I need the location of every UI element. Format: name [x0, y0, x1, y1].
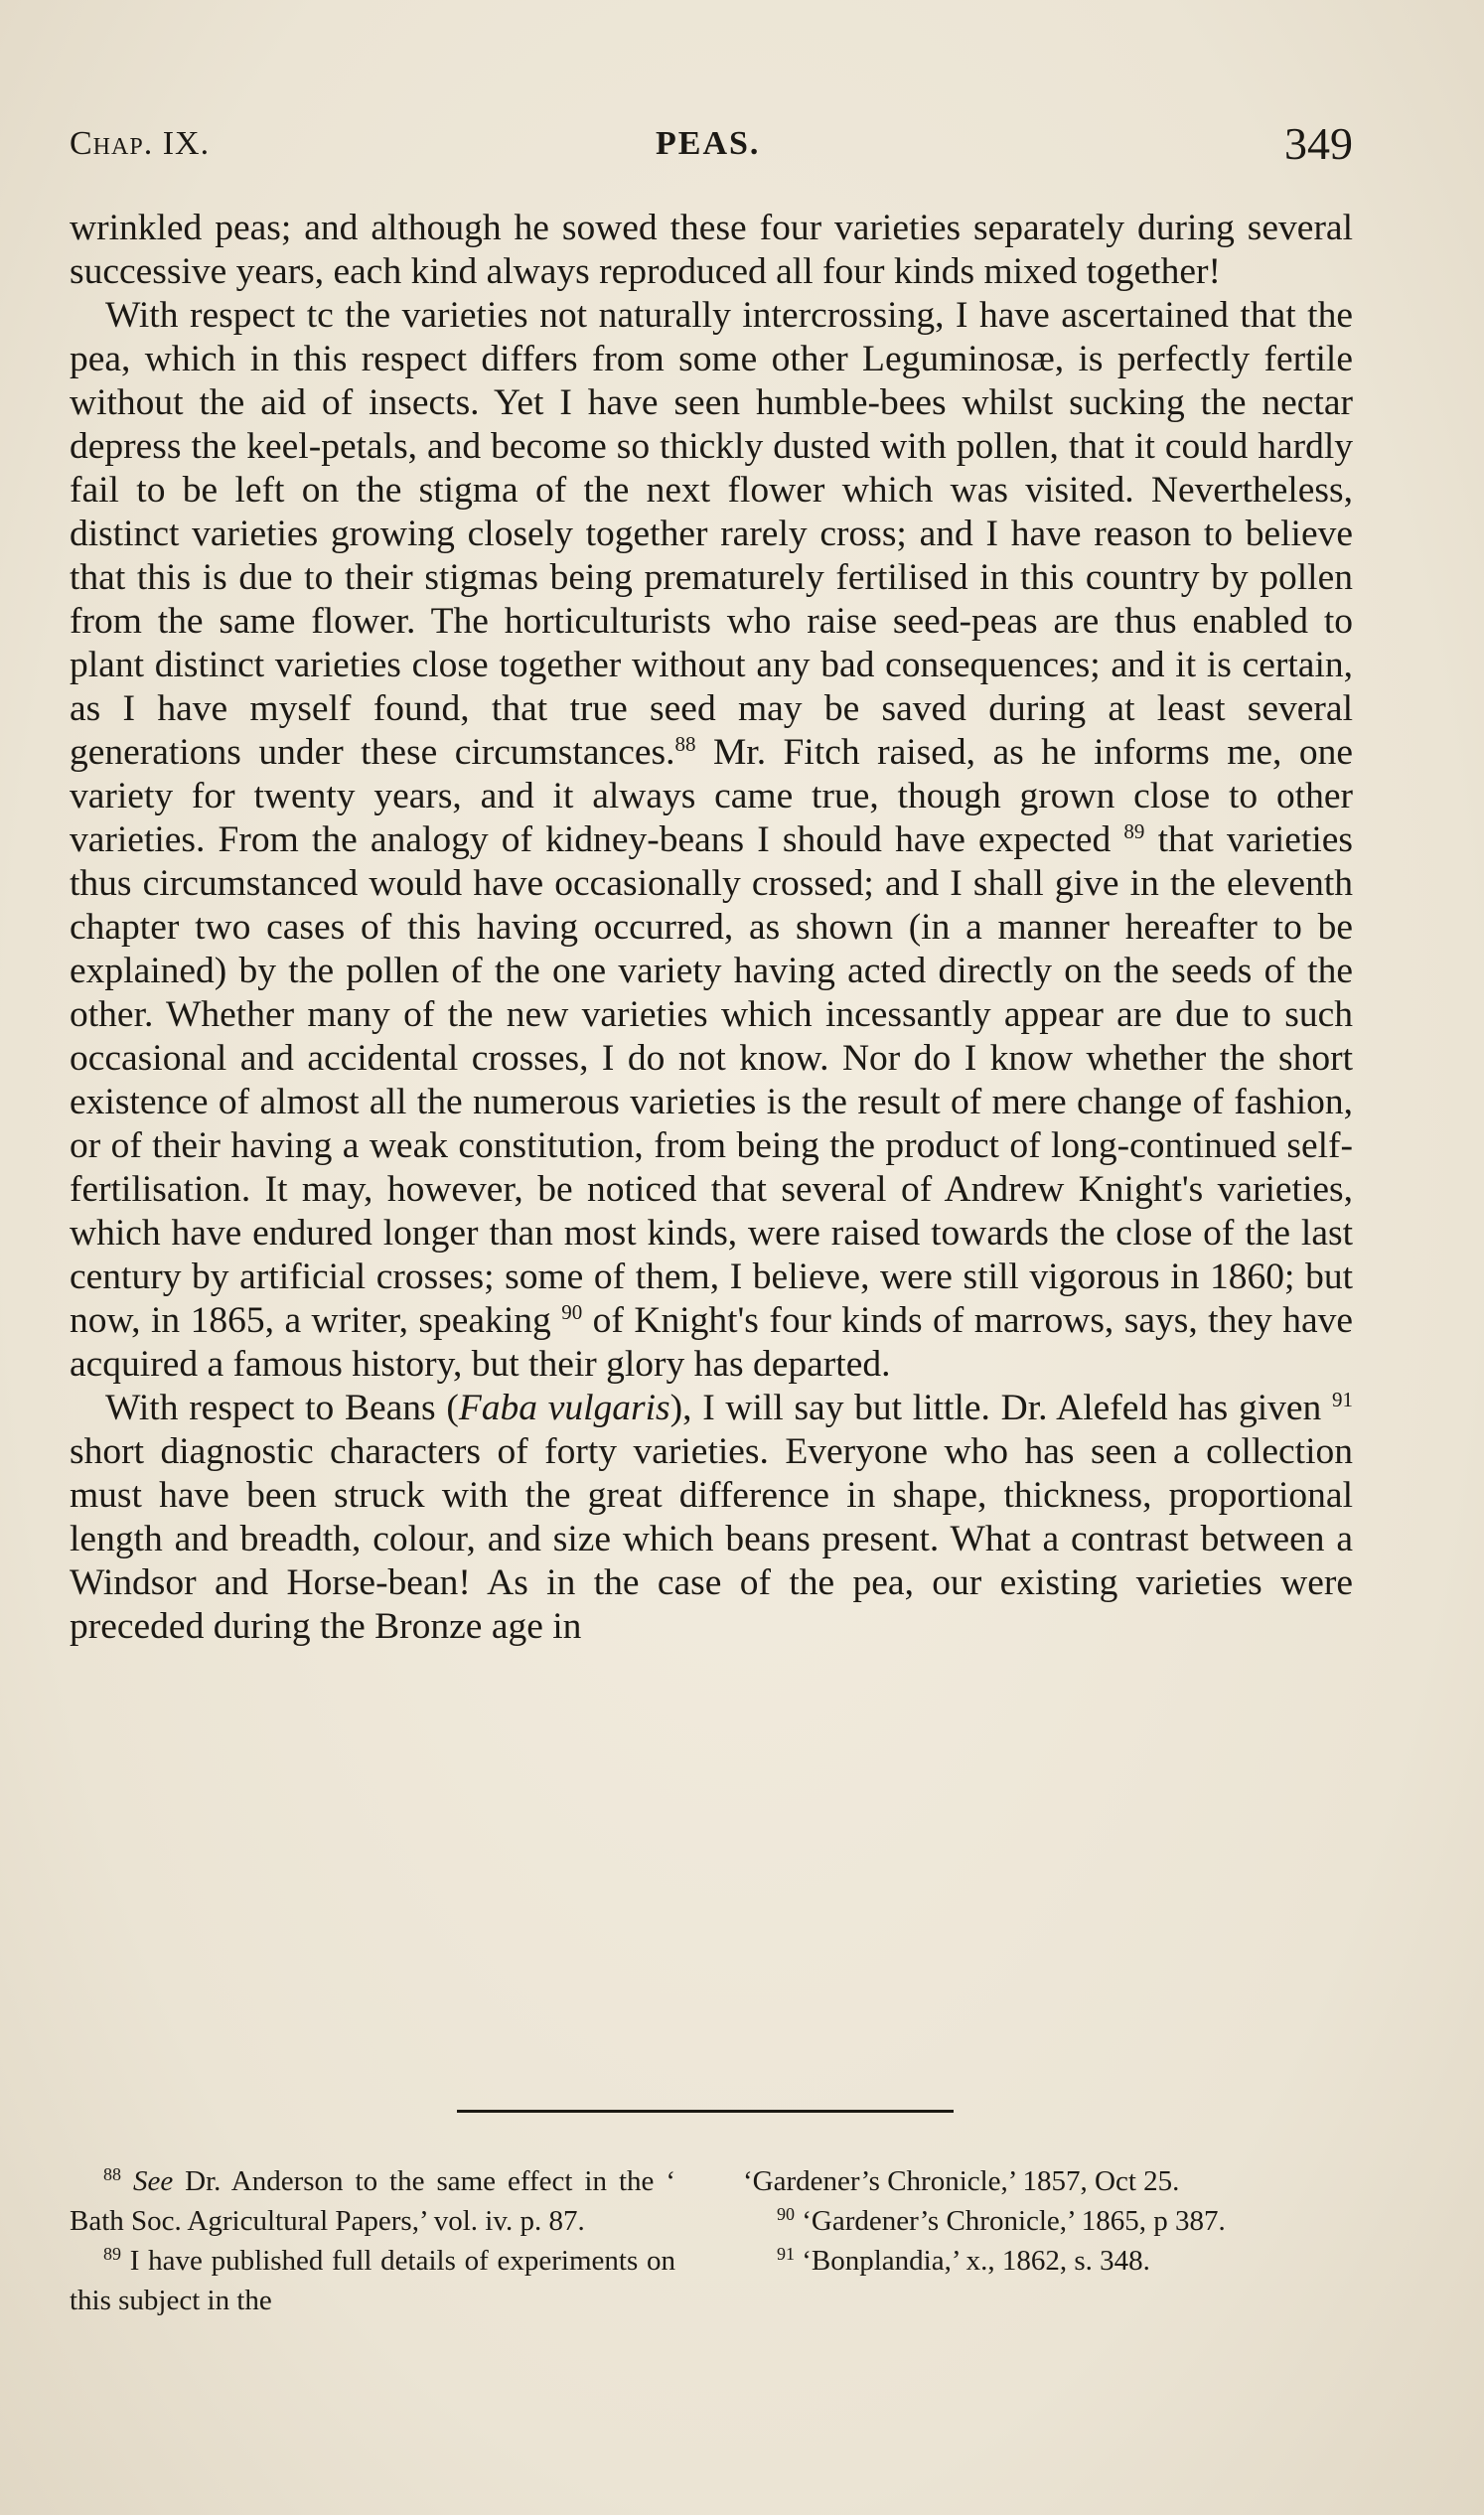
- species-name: Faba vulgaris: [458, 1388, 670, 1428]
- footnote-89: [70, 2241, 675, 2320]
- footnote-ref-91: 91: [1332, 1388, 1354, 1411]
- footnotes-left-column: [70, 2161, 675, 2320]
- footnote-ref-89: 89: [1123, 819, 1145, 843]
- footnote-number: 89: [103, 2244, 121, 2264]
- paragraph-beans: [70, 1387, 1353, 1649]
- footnote-text: I have published full details of experiments on this subject in the: [70, 2245, 675, 2316]
- paragraph-text: With respect to Beans (: [105, 1388, 459, 1428]
- footnote-see: See: [132, 2165, 174, 2197]
- paragraph-text: ), I will say but little. Dr. Alefeld has given: [669, 1388, 1333, 1428]
- footnote-89-continued: ‘Gardener’s Chronicle,’ 1857, Oct 25.: [743, 2165, 1180, 2197]
- paragraph-text: With respect tc the varieties not naturally intercrossing, I have ascertained that the pea, which in this respect differs from some other Leguminosæ, is perfectly fertile without the aid of insects. Yet I have seen humble-bees whilst sucking the nectar depress the keel-petals, and become so thickly dusted with pollen, that it could hardly fail to be left on the stigma of the next flower which was visited. Nevertheless, distinct varieties growing closely together rarely cross; and I have reason to believe that this is due to their stigmas being prematurely fertilised in this country by pollen from the same flower. The horticulturists who raise seed-peas are thus enabled to plant distinct varieties close together without any bad consequences; and it is certain, as I have myself found, that true seed may be saved during at least several generations under these circumstances.: [70, 295, 1353, 773]
- chapter-label: Chap. IX.: [70, 125, 211, 162]
- footnote-divider: [457, 2110, 954, 2113]
- paragraph-text: that varieties thus circumstanced would have occasionally crossed; and I shall give in the eleventh chapter two cases of this having occurred, as shown (in a manner hereafter to be explained) by the pollen of the one variety having acted directly on the seeds of the other. Whether many of the new varieties which incessantly appear are due to such occasional and accidental crosses, I do not know. Nor do I know whether the short existence of almost all the numerous varieties is the result of mere change of fashion, or of their having a weak constitution, from being the product of long-continued self-fertilisation. It may, however, be noticed that several of Andrew Knight's varieties, which have endured longer than most kinds, were raised towards the close of the last century by artificial crosses; some of them, I believe, were still vigorous in 1860; but now, in 1865, a writer, speaking: [70, 819, 1353, 1341]
- paragraph-text: Mr. Fitch raised, as he informs me, one variety for twenty years, and it always came true, though grown close to other varieties. From the analogy of kidney-beans I should have expected: [70, 732, 1354, 860]
- footnote-88: [70, 2161, 675, 2241]
- footnote-text: ‘Gardener’s Chronicle,’ 1865, p 387.: [795, 2205, 1226, 2237]
- paragraph-text: of Knight's four kinds of marrows, says, they have acquired a famous history, but their glory has departed.: [70, 1300, 1353, 1385]
- body-text: [70, 207, 1353, 1649]
- footnote-90: [743, 2201, 1353, 2241]
- paragraph-continued: wrinkled peas; and although he sowed these four varieties separately during several successive years, each kind always reproduced all four kinds mixed together!: [70, 208, 1353, 292]
- footnote-number: 88: [103, 2164, 121, 2184]
- footnote-ref-88: 88: [674, 732, 696, 756]
- footnote-91: [743, 2241, 1353, 2281]
- footnote-ref-90: 90: [561, 1300, 583, 1324]
- footnote-number: 90: [777, 2204, 795, 2224]
- footnote-text: Dr. Anderson to the same effect in the ‘ Bath Soc. Agricultural Papers,’ vol. iv. p. 87.: [70, 2165, 675, 2237]
- footnote-text: ‘Bonplandia,’ x., 1862, s. 348.: [795, 2245, 1150, 2277]
- footnotes-right-column: [743, 2161, 1353, 2281]
- paragraph-text: short diagnostic characters of forty varieties. Everyone who has seen a collection must have been struck with the great difference in shape, thickness, proportional length and breadth, colour, and size which beans present. What a contrast between a Windsor and Horse-bean! As in the case of the pea, our existing varieties were preceded during the Bronze age in: [70, 1431, 1353, 1647]
- page-title: PEAS.: [656, 125, 761, 162]
- page-number: 349: [1284, 118, 1353, 169]
- paragraph-intercrossing: [70, 294, 1353, 1387]
- running-head: [70, 117, 1353, 177]
- footnote-number: 91: [777, 2244, 795, 2264]
